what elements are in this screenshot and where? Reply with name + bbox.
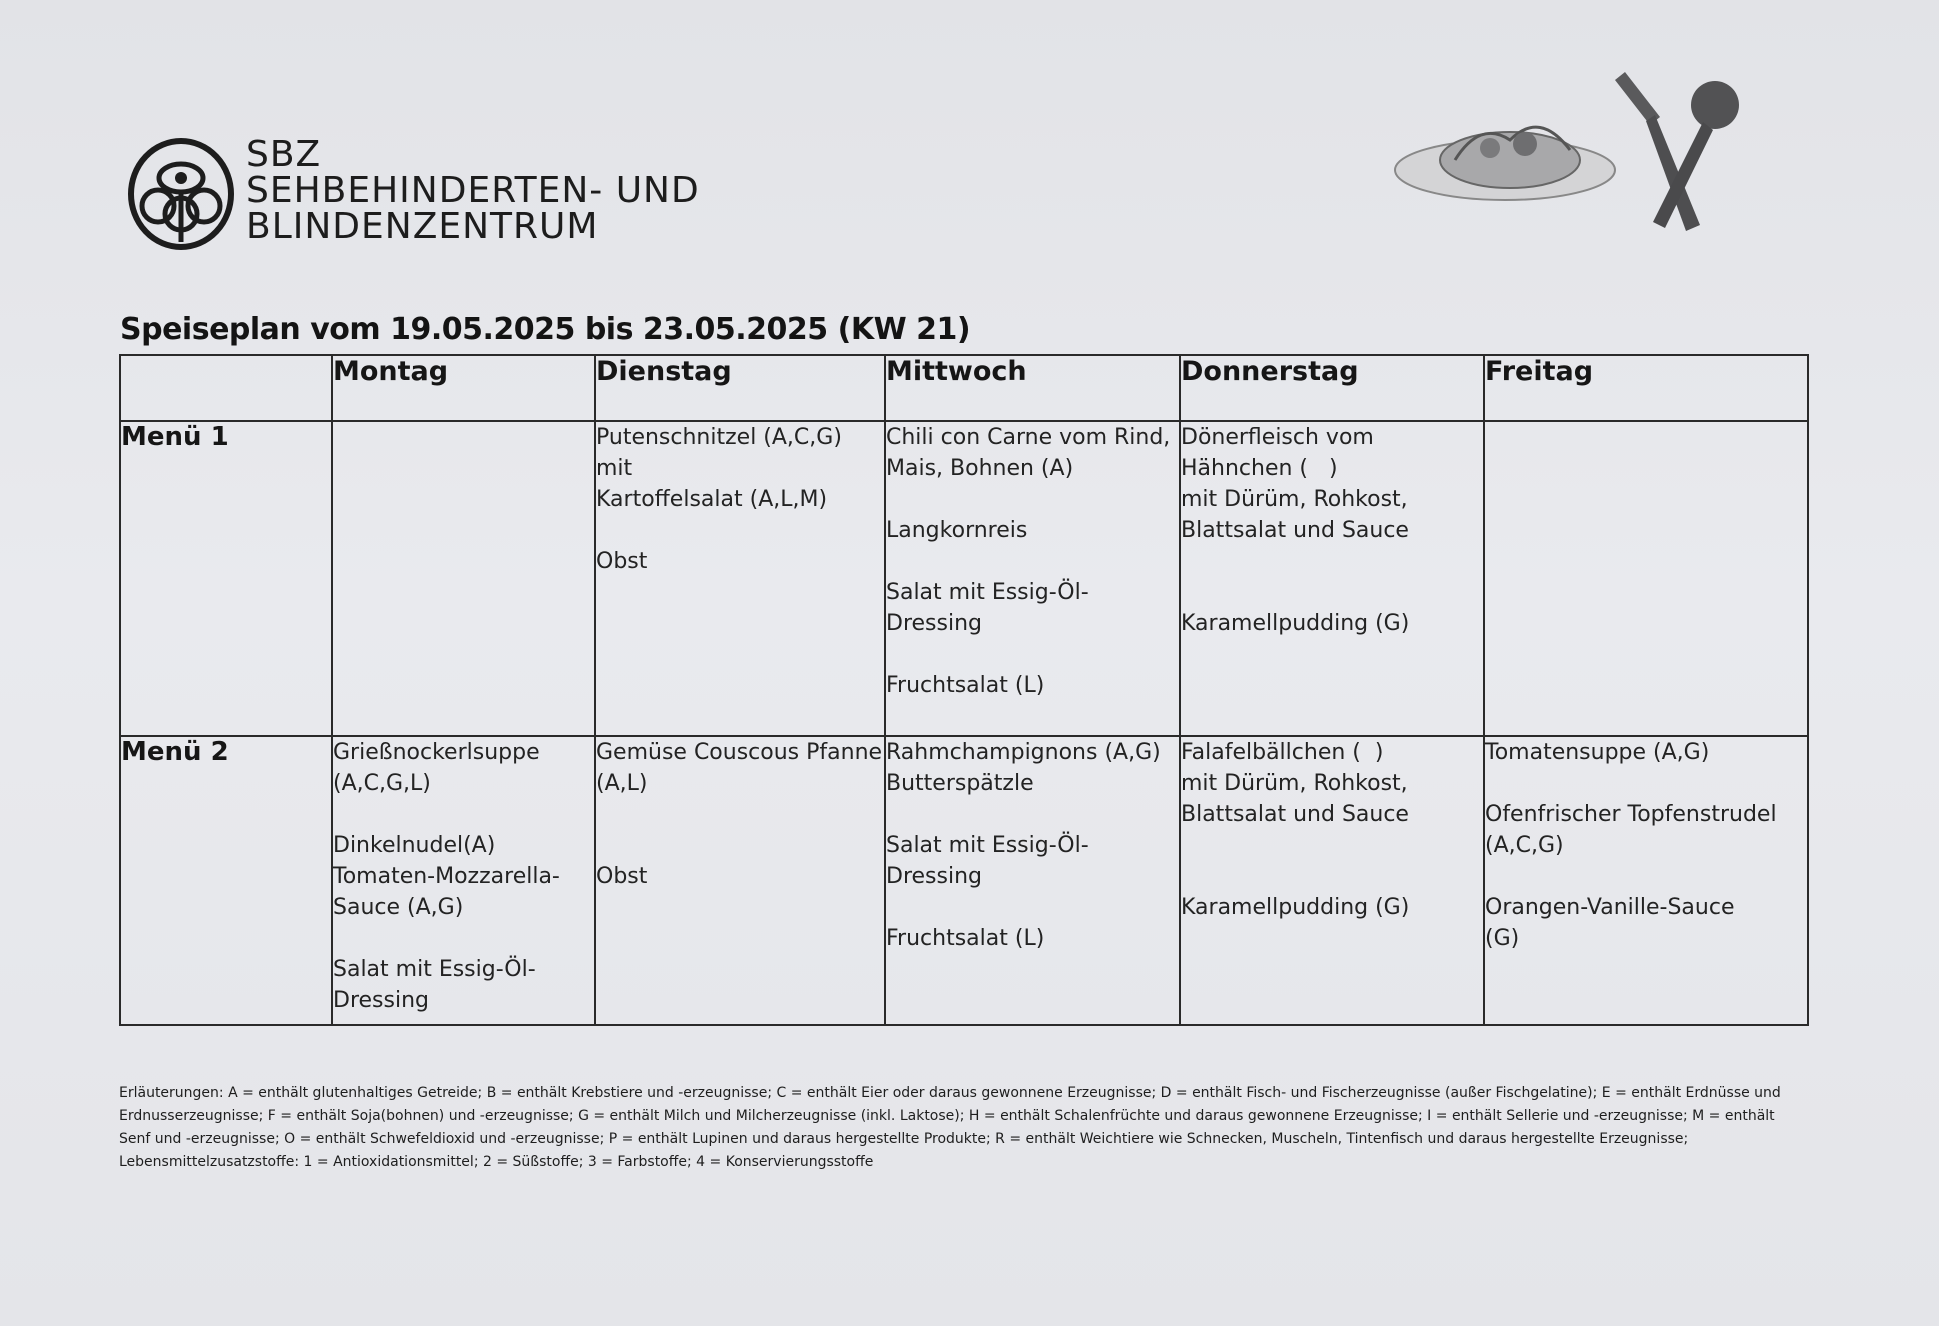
dish-line: Dressing [886, 863, 982, 889]
dish-line: Rahmchampignons (A,G) [886, 739, 1161, 765]
dish-line: Kartoffelsalat (A,L,M) [596, 486, 828, 512]
dish-line [596, 515, 884, 546]
dish-line: Salat mit Essig-Öl- [333, 956, 536, 982]
dish-line [886, 484, 1179, 515]
menu-2-monday [332, 736, 595, 1025]
dish-line: Fruchtsalat (L) [886, 672, 1045, 698]
dish-line: Karamellpudding (G) [1181, 610, 1410, 636]
dish-line: mit Dürüm, Rohkost, [1181, 486, 1408, 512]
dish-line [1181, 546, 1483, 577]
menu-2-row [120, 736, 1808, 1025]
dish-line: Salat mit Essig-Öl- [886, 579, 1089, 605]
dish-line [1181, 577, 1483, 608]
header-row [120, 355, 1808, 421]
dish-line: Hähnchen ( ) [1181, 455, 1338, 481]
dish-line: Sauce (A,G) [333, 894, 464, 920]
dish-line: mit [596, 455, 633, 481]
dish-line: Langkornreis [886, 517, 1028, 543]
dish-line: Dressing [886, 610, 982, 636]
dish-line: Dressing [333, 987, 429, 1013]
dish-line: Dönerfleisch vom [1181, 424, 1374, 450]
dish-line: Tomatensuppe (A,G) [1485, 739, 1710, 765]
dish-line: (G) [1485, 925, 1520, 951]
dish-line [596, 799, 884, 830]
menu-1-tuesday [595, 421, 885, 736]
org-line-2: SEHBEHINDERTEN- UND [246, 170, 700, 211]
dish-line: Blattsalat und Sauce [1181, 801, 1409, 827]
dish-line: Obst [596, 548, 648, 574]
dish-line [886, 892, 1179, 923]
sbz-logo-icon [128, 138, 234, 250]
dish-line: (A,C,G,L) [333, 770, 431, 796]
allergen-footnote: Erläuterungen: A = enthält glutenhaltiges Getreide; B = enthält Krebstiere und -erzeugnisse; C = enthält Eier oder daraus gewonnene Erzeugnisse; D = enthält Fisch- und Fischerzeugnisse (außer Fischgelatine); E = enthält Erdnüsse und Erdnusserzeugnisse; F = enthält Soja(bohnen) und -erzeugnisse; G = enthält Milch und Milcherzeugnisse (inkl. Laktose); H = enthält Schalenfrüchte und daraus gewonnene Erzeugnisse; I = enthält Sellerie und -erzeugnisse; M = enthält Senf und -erzeugnisse; O = enthält Schwefeldioxid und -erzeugnisse; P = enthält Lupinen und daraus hergestellte Produkte; R = enthält Weichtiere wie Schnecken, Muscheln, Tintenfisch und daraus hergestellte Erzeugnisse; Lebensmittelzusatzstoffe: 1 = Antioxidationsmittel; 2 = Süßstoffe; 3 = Farbstoffe; 4 = Konservierungsstoffe [119, 1085, 1781, 1170]
menu-2-thursday [1180, 736, 1484, 1025]
dish-line: Putenschnitzel (A,C,G) [596, 424, 842, 450]
dish-line [1181, 861, 1483, 892]
day-header-tuesday: Dienstag [595, 355, 885, 421]
dish-line: (A,L) [596, 770, 648, 796]
dish-line [1485, 768, 1807, 799]
org-line-1: SBZ [246, 134, 322, 175]
dish-line: mit Dürüm, Rohkost, [1181, 770, 1408, 796]
menu-2-tuesday [595, 736, 885, 1025]
dish-line: Karamellpudding (G) [1181, 894, 1410, 920]
dish-line [333, 923, 594, 954]
menu-2-label: Menü 2 [120, 736, 332, 1025]
dish-line: Salat mit Essig-Öl- [886, 832, 1089, 858]
day-header-thursday: Donnerstag [1180, 355, 1484, 421]
menu-plan-table [119, 354, 1809, 1026]
dish-line [1181, 830, 1483, 861]
menu-1-friday [1484, 421, 1808, 736]
dish-line [886, 546, 1179, 577]
menu-1-label: Menü 1 [120, 421, 332, 736]
dish-line: Chili con Carne vom Rind, [886, 424, 1171, 450]
menu-1-monday [332, 421, 595, 736]
day-header-monday: Montag [332, 355, 595, 421]
dish-line: Ofenfrischer Topfenstrudel [1485, 801, 1777, 827]
menu-1-row [120, 421, 1808, 736]
corner-cell [120, 355, 332, 421]
dish-line [886, 799, 1179, 830]
dish-line [886, 639, 1179, 670]
dish-line: Orangen-Vanille-Sauce [1485, 894, 1735, 920]
dish-line: Dinkelnudel(A) [333, 832, 496, 858]
dish-line: (A,C,G) [1485, 832, 1564, 858]
day-header-friday: Freitag [1484, 355, 1808, 421]
dish-line: Gemüse Couscous Pfanne [596, 739, 883, 765]
dish-line: Butterspätzle [886, 770, 1034, 796]
dish-line: Blattsalat und Sauce [1181, 517, 1409, 543]
day-header-wednesday: Mittwoch [885, 355, 1180, 421]
menu-1-wednesday [885, 421, 1180, 736]
dish-line: Grießnockerlsuppe [333, 739, 540, 765]
page-title: Speiseplan vom 19.05.2025 bis 23.05.2025 (KW 21) [120, 312, 971, 347]
dish-line: Obst [596, 863, 648, 889]
organization-name [246, 134, 700, 247]
dish-line [596, 830, 884, 861]
dish-line: Tomaten-Mozzarella- [333, 863, 560, 889]
org-line-3: BLINDENZENTRUM [246, 206, 599, 247]
menu-1-thursday [1180, 421, 1484, 736]
pasta-and-utensils-illustration [1385, 60, 1765, 235]
menu-2-wednesday [885, 736, 1180, 1025]
dish-line [1485, 861, 1807, 892]
menu-2-friday [1484, 736, 1808, 1025]
dish-line: Falafelbällchen ( ) [1181, 739, 1384, 765]
dish-line: Fruchtsalat (L) [886, 925, 1045, 951]
dish-line: Mais, Bohnen (A) [886, 455, 1074, 481]
dish-line [333, 799, 594, 830]
